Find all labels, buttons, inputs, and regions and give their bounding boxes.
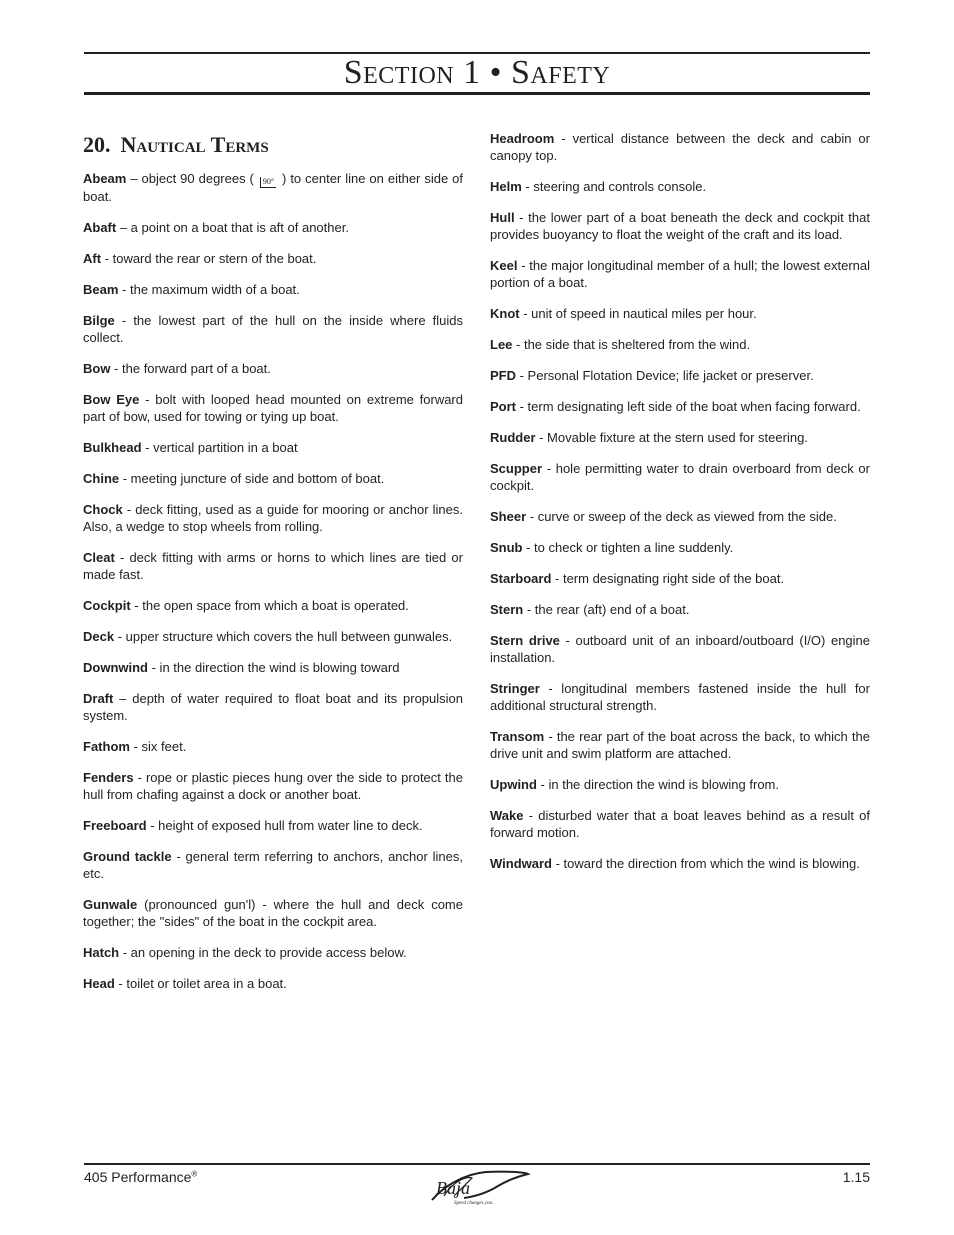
term-entry [83, 391, 463, 425]
term-name: Cleat [83, 550, 115, 565]
term-definition: - the side that is sheltered from the wind. [512, 337, 751, 352]
term-definition: - an opening in the deck to provide access below. [119, 945, 407, 960]
term-definition: - deck fitting with arms or horns to which lines are tied or made fast. [83, 550, 463, 582]
term-definition: - the rear (aft) end of a boat. [523, 602, 690, 617]
term-definition: - curve or sweep of the deck as viewed from the side. [526, 509, 837, 524]
term-definition: - disturbed water that a boat leaves behind as a result of forward motion. [490, 808, 870, 840]
term-definition: - Movable fixture at the stern used for steering. [535, 430, 808, 445]
left-term-list [83, 219, 463, 992]
term-definition: - the rear part of the boat across the back, to which the drive unit and swim platform are attached. [490, 729, 870, 761]
term-entry [83, 738, 463, 755]
heading-title: Nautical Terms [120, 132, 269, 157]
term-name: Chock [83, 502, 123, 517]
term-name: Rudder [490, 430, 536, 445]
term-definition: – depth of water required to float boat and its propulsion system. [83, 691, 463, 723]
baja-logo [424, 1166, 534, 1206]
term-definition: - longitudinal members fastened inside the hull for additional structural strength. [490, 681, 870, 713]
term-entry [490, 305, 870, 322]
term-entry [490, 209, 870, 243]
term-name: Scupper [490, 461, 543, 476]
term-entry [83, 312, 463, 346]
term-name: Hatch [83, 945, 120, 960]
term-name: Stern drive [490, 633, 560, 648]
term-definition: - the lowest part of the hull on the inside where fluids collect. [83, 313, 463, 345]
term-entry [83, 597, 463, 614]
term-name: Chine [83, 471, 120, 486]
term-definition: - toilet or toilet area in a boat. [114, 976, 287, 991]
term-name: Lee [490, 337, 513, 352]
term-definition: - rope or plastic pieces hung over the side to protect the hull from chafing against a dock or another boat. [83, 770, 463, 802]
section-title: Section 1 • Safety [343, 54, 611, 91]
term-entry [83, 360, 463, 377]
term-definition: - the open space from which a boat is operated. [130, 598, 409, 613]
term-definition: - height of exposed hull from water line to deck. [146, 818, 423, 833]
term-entry [490, 336, 870, 353]
term-entry [83, 281, 463, 298]
term-definition: - upper structure which covers the hull between gunwales. [114, 629, 453, 644]
term-name: Aft [83, 251, 102, 266]
term-name: Fathom [83, 739, 130, 754]
term-definition: - hole permitting water to drain overboard from deck or cockpit. [490, 461, 870, 493]
term-entry [490, 398, 870, 415]
section-heading [83, 130, 463, 160]
term-name: Keel [490, 258, 518, 273]
term-name: Bulkhead [83, 440, 142, 455]
term-name: Port [490, 399, 516, 414]
model-name: 405 Performance [84, 1169, 192, 1185]
term-name: Windward [490, 856, 552, 871]
term-definition: - steering and controls console. [521, 179, 707, 194]
term-definition: - in the direction the wind is blowing from. [536, 777, 779, 792]
term-entry [83, 439, 463, 456]
term-name: Starboard [490, 571, 552, 586]
term-definition: - the major longitudinal member of a hull; the lowest external portion of a boat. [490, 258, 870, 290]
term-definition: - general term referring to anchors, anchor lines, etc. [83, 849, 463, 881]
term-entry-abeam [83, 170, 463, 205]
term-entry [490, 178, 870, 195]
term-definition: - toward the rear or stern of the boat. [101, 251, 317, 266]
term-definition: – a point on a boat that is aft of another. [116, 220, 349, 235]
logo-tagline: Speed changes you. [454, 1201, 494, 1206]
term-entry [490, 632, 870, 666]
term-definition: - deck fitting, used as a guide for mooring or anchor lines. Also, a wedge to stop wheels from rolling. [83, 502, 463, 534]
term-definition: - term designating right side of the boat. [551, 571, 785, 586]
registered-mark: ® [191, 1169, 198, 1179]
term-entry [83, 501, 463, 535]
term-definition: – object 90 degrees ( [126, 171, 258, 186]
term-entry [490, 776, 870, 793]
term-definition: - the lower part of a boat beneath the deck and cockpit that provides buoyancy to float the weight of the craft and its load. [490, 210, 870, 242]
term-name: PFD [490, 368, 516, 383]
term-name: Abeam [83, 171, 127, 186]
term-definition: - unit of speed in nautical miles per hour. [519, 306, 757, 321]
right-angle-icon: 90° [260, 177, 276, 188]
term-entry [83, 975, 463, 992]
term-name: Hull [490, 210, 515, 225]
left-column [83, 130, 463, 1006]
term-entry [83, 628, 463, 645]
term-name: Snub [490, 540, 523, 555]
term-name: Stern [490, 602, 524, 617]
term-entry [490, 429, 870, 446]
term-entry [490, 570, 870, 587]
term-entry [83, 219, 463, 236]
term-name: Downwind [83, 660, 148, 675]
term-entry [490, 807, 870, 841]
term-name: Bow [83, 361, 111, 376]
term-name: Bilge [83, 313, 115, 328]
footer-rule [84, 1163, 870, 1165]
term-entry [490, 508, 870, 525]
term-name: Gunwale [83, 897, 138, 912]
term-entry [83, 944, 463, 961]
term-entry [83, 848, 463, 882]
term-name: Transom [490, 729, 545, 744]
term-name: Headroom [490, 131, 555, 146]
term-entry [83, 817, 463, 834]
term-name: Sheer [490, 509, 527, 524]
term-definition: - in the direction the wind is blowing toward [148, 660, 400, 675]
term-name: Knot [490, 306, 520, 321]
term-name: Ground tackle [83, 849, 172, 864]
page-number: 1.15 [842, 1169, 870, 1185]
term-definition: - vertical partition in a boat [141, 440, 298, 455]
term-definition: - vertical distance between the deck and cabin or canopy top. [490, 131, 870, 163]
term-entry [83, 659, 463, 676]
term-definition: (pronounced gun'l) - where the hull and deck come together; the "sides" of the boat in the cockpit area. [83, 897, 463, 929]
term-entry [83, 549, 463, 583]
term-name: Beam [83, 282, 119, 297]
term-name: Draft [83, 691, 114, 706]
term-entry [490, 855, 870, 872]
term-definition: - six feet. [129, 739, 187, 754]
term-definition: - Personal Flotation Device; life jacket or preserver. [516, 368, 814, 383]
term-entry [490, 601, 870, 618]
term-entry [490, 367, 870, 384]
heading-number: 20. [83, 132, 111, 157]
footer-model [84, 1169, 197, 1185]
term-entry [83, 470, 463, 487]
term-entry [490, 728, 870, 762]
term-name: Helm [490, 179, 522, 194]
term-name: Cockpit [83, 598, 131, 613]
term-entry [490, 680, 870, 714]
term-entry [83, 896, 463, 930]
term-entry [490, 130, 870, 164]
term-name: Fenders [83, 770, 134, 785]
term-entry [83, 769, 463, 803]
term-definition: - toward the direction from which the wind is blowing. [552, 856, 860, 871]
term-definition: - the maximum width of a boat. [118, 282, 300, 297]
term-entry [490, 257, 870, 291]
term-name: Upwind [490, 777, 537, 792]
term-name: Wake [490, 808, 524, 823]
right-column [490, 130, 870, 886]
term-name: Bow Eye [83, 392, 140, 407]
term-name: Abaft [83, 220, 117, 235]
header-rule-bottom [84, 92, 870, 95]
term-entry [83, 690, 463, 724]
term-entry [83, 250, 463, 267]
term-definition: ) to center line on either side of boat. [83, 171, 464, 204]
logo-wordmark: Baja [436, 1178, 470, 1198]
term-definition: - bolt with looped head mounted on extreme forward part of bow, used for towing or tying up boat. [83, 392, 463, 424]
term-definition: - outboard unit of an inboard/outboard (I/O) engine installation. [490, 633, 871, 665]
term-definition: - the forward part of a boat. [110, 361, 271, 376]
term-definition: - to check or tighten a line suddenly. [522, 540, 734, 555]
term-name: Stringer [490, 681, 540, 696]
term-definition: - meeting juncture of side and bottom of boat. [119, 471, 385, 486]
term-definition: - term designating left side of the boat when facing forward. [516, 399, 861, 414]
term-name: Deck [83, 629, 115, 644]
term-name: Head [83, 976, 115, 991]
right-term-list [490, 130, 870, 872]
term-name: Freeboard [83, 818, 147, 833]
term-entry [490, 460, 870, 494]
term-entry [490, 539, 870, 556]
